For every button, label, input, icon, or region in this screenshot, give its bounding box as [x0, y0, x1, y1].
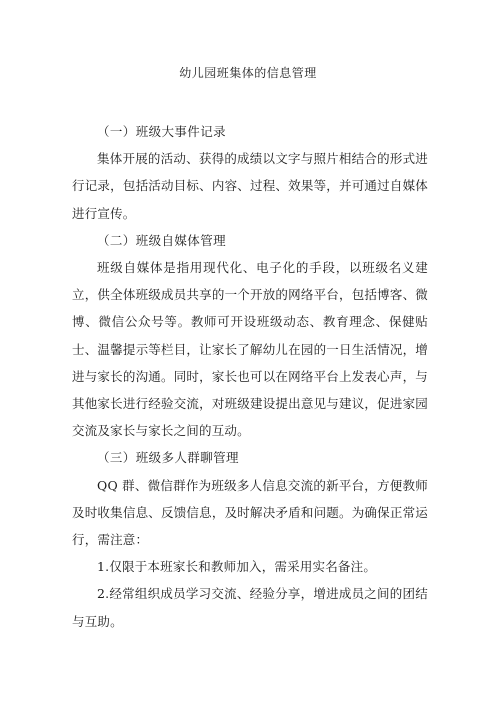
list-item-2: 2.经常组织成员学习交流、经验分享，增进成员之间的团结与互助。	[72, 586, 428, 629]
section-heading-3: （三）班级多人群聊管理	[97, 450, 239, 466]
paragraph-1: 集体开展的活动、获得的成绩以文字与照片相结合的形式进行记录，包括活动目标、内容、过程、效果等，并可通过自媒体进行宣传。	[72, 151, 428, 221]
section-heading-2: （二）班级自媒体管理	[97, 232, 227, 248]
list-item-1: 1.仅限于本班家长和教师加入，需采用实名备注。	[97, 559, 377, 575]
document-title: 幼儿园班集体的信息管理	[179, 66, 317, 80]
document-body	[72, 118, 428, 635]
section-heading-1: （一）班级大事件记录	[97, 124, 227, 139]
paragraph-3: QQ 群、微信群作为班级多人信息交流的新平台，方便教师及时收集信息、反馈信息，及时解决矛盾和问题。为确保正常运行，需注意：	[72, 477, 428, 548]
paragraph-2: 班级自媒体是指用现代化、电子化的手段，以班级名义建立，供全体班级成员共享的一个开放的网络平台，包括博客、微博、微信公众号等。教师可开设班级动态、教育理念、保健贴士、温馨提示等栏目，让家长了解幼儿在园的一日生活情况，增进与家长的沟通。同时，家长也可以在网络平台上发表心声，与其他家长进行经验交流，对班级建设提出意见与建议，促进家园交流及家长与家长之间的互动。	[72, 260, 428, 439]
